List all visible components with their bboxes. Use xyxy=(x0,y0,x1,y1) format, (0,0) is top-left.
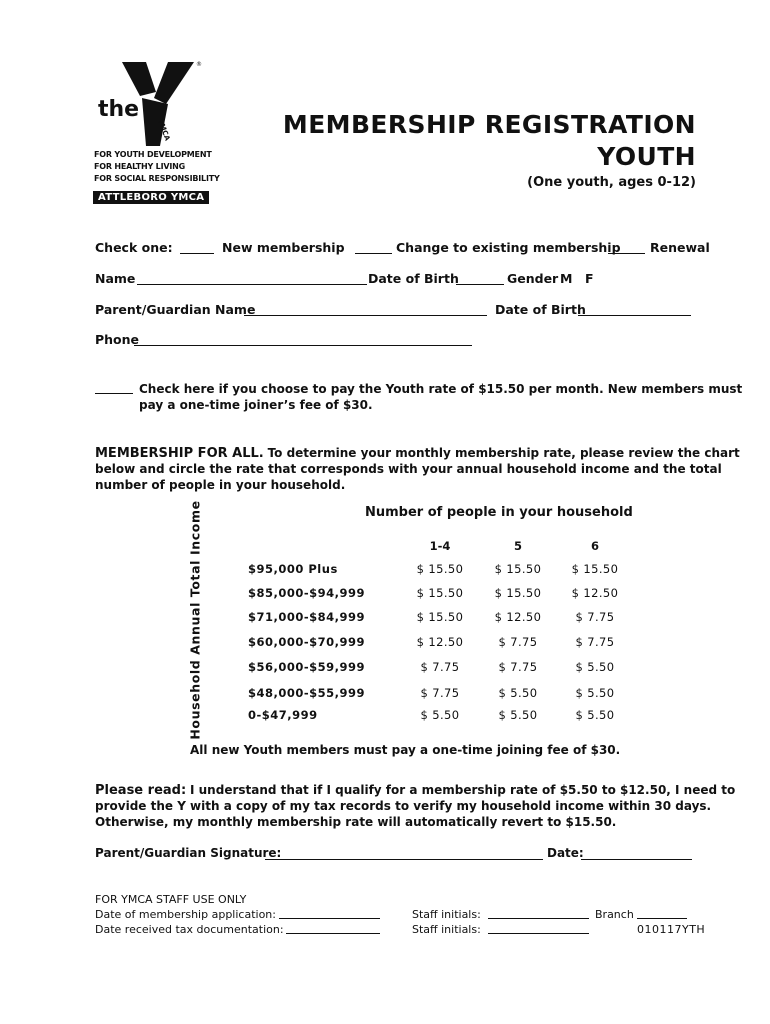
rate-cell: $ 5.50 xyxy=(498,686,538,700)
rate-cell: $ 7.75 xyxy=(498,660,538,674)
column-header: 1-4 xyxy=(429,539,451,553)
page-subtitle: (One youth, ages 0-12) xyxy=(527,175,696,190)
logo-tagline-2: FOR HEALTHY LIVING xyxy=(94,162,185,171)
signature-date-field[interactable] xyxy=(581,848,692,860)
rate-cell: $ 15.50 xyxy=(416,610,464,624)
new-membership-checkbox[interactable] xyxy=(180,242,214,254)
logo-tagline-1: FOR YOUTH DEVELOPMENT xyxy=(94,150,212,159)
gender-f-option[interactable]: F xyxy=(585,271,594,286)
household-size-heading: Number of people in your household xyxy=(365,505,633,520)
rate-cell: $ 7.75 xyxy=(575,635,615,649)
form-code: 010117YTH xyxy=(637,923,706,936)
gender-m-option[interactable]: M xyxy=(560,271,573,286)
rate-cell: $ 15.50 xyxy=(494,586,542,600)
name-field[interactable] xyxy=(137,273,367,285)
renewal-label: Renewal xyxy=(650,240,710,255)
tax-doc-date-field[interactable] xyxy=(286,923,380,934)
application-date-label: Date of membership application: xyxy=(95,908,276,921)
youth-rate-checkbox[interactable] xyxy=(95,382,133,394)
rate-cell: $ 7.75 xyxy=(498,635,538,649)
income-bracket: $95,000 Plus xyxy=(248,562,338,576)
please-read-text-3: Otherwise, my monthly membership rate will automatically revert to $15.50. xyxy=(95,815,617,829)
change-membership-checkbox[interactable] xyxy=(355,242,392,254)
logo-ymca-mark: YMCA xyxy=(156,117,172,142)
branch-badge: ATTLEBORO YMCA xyxy=(93,191,209,204)
application-date-field[interactable] xyxy=(279,908,380,919)
youth-rate-text-2: pay a one-time joiner’s fee of $30. xyxy=(139,398,373,412)
rate-cell: $ 5.50 xyxy=(575,660,615,674)
dob-field[interactable] xyxy=(456,273,504,285)
ymca-logo-icon xyxy=(88,58,208,150)
income-bracket: $71,000-$84,999 xyxy=(248,610,366,624)
rate-cell: $ 7.75 xyxy=(420,660,460,674)
income-bracket: 0-$47,999 xyxy=(248,708,318,722)
rate-cell: $ 5.50 xyxy=(575,708,615,722)
logo-tagline-3: FOR SOCIAL RESPONSIBILITY xyxy=(94,174,220,183)
guardian-name-field[interactable] xyxy=(244,304,487,316)
rate-cell: $ 5.50 xyxy=(575,686,615,700)
page-title-line-2: YOUTH xyxy=(597,142,696,171)
page-title-line-1: MEMBERSHIP REGISTRATION xyxy=(282,110,696,139)
rate-cell: $ 5.50 xyxy=(498,708,538,722)
income-bracket: $85,000-$94,999 xyxy=(248,586,366,600)
rate-cell: $ 5.50 xyxy=(420,708,460,722)
staff-initials-label-1: Staff initials: xyxy=(412,908,481,921)
youth-rate-text-1: Check here if you choose to pay the Youth rate of $15.50 per month. New members must xyxy=(139,382,743,396)
please-read-heading: Please read: xyxy=(95,783,187,798)
rate-cell: $ 7.75 xyxy=(420,686,460,700)
rate-cell: $ 7.75 xyxy=(575,610,615,624)
signature-label: Parent/Guardian Signature: xyxy=(95,846,282,860)
joining-fee-note: All new Youth members must pay a one-time joining fee of $30. xyxy=(190,743,621,757)
income-bracket: $60,000-$70,999 xyxy=(248,635,366,649)
guardian-dob-label: Date of Birth xyxy=(495,302,586,317)
guardian-dob-field[interactable] xyxy=(578,304,691,316)
gender-label: Gender xyxy=(507,271,559,286)
staff-use-heading: FOR YMCA STAFF USE ONLY xyxy=(95,893,247,906)
staff-initials-field-2[interactable] xyxy=(488,923,589,934)
column-header: 5 xyxy=(513,539,522,553)
rate-cell: $ 15.50 xyxy=(571,562,619,576)
branch-label: Branch xyxy=(595,908,634,921)
signature-date-label: Date: xyxy=(547,846,584,860)
tax-doc-date-label: Date received tax documentation: xyxy=(95,923,284,936)
staff-initials-label-2: Staff initials: xyxy=(412,923,481,936)
membership-for-all-heading: MEMBERSHIP FOR ALL. xyxy=(95,446,264,461)
check-one-label: Check one: xyxy=(95,240,173,255)
renewal-checkbox[interactable] xyxy=(608,242,645,254)
rate-cell: $ 12.50 xyxy=(571,586,619,600)
column-header: 6 xyxy=(590,539,599,553)
please-read-text-1: I understand that if I qualify for a membership rate of $5.50 to $12.50, I need to xyxy=(190,783,736,797)
change-membership-label: Change to existing membership xyxy=(396,240,621,255)
rate-cell: $ 15.50 xyxy=(494,562,542,576)
new-membership-label: New membership xyxy=(222,240,345,255)
rate-cell: $ 12.50 xyxy=(494,610,542,624)
staff-initials-field-1[interactable] xyxy=(488,908,589,919)
logo-word: the xyxy=(98,97,140,122)
signature-field[interactable] xyxy=(265,848,543,860)
rate-cell: $ 12.50 xyxy=(416,635,464,649)
registered-mark: ® xyxy=(196,61,202,68)
membership-for-all-text-3: number of people in your household. xyxy=(95,478,346,492)
dob-label: Date of Birth xyxy=(368,271,459,286)
guardian-name-label: Parent/Guardian Name xyxy=(95,302,256,317)
membership-for-all-text-1: To determine your monthly membership rate, please review the chart xyxy=(267,446,740,460)
income-bracket: $48,000-$55,999 xyxy=(248,686,366,700)
name-label: Name xyxy=(95,271,136,286)
income-axis-label: Household Annual Total Income xyxy=(187,500,203,740)
branch-field[interactable] xyxy=(637,908,687,919)
please-read-text-2: provide the Y with a copy of my tax records to verify my household income within 30 days. xyxy=(95,799,712,813)
rate-cell: $ 15.50 xyxy=(416,562,464,576)
phone-label: Phone xyxy=(95,332,140,347)
phone-field[interactable] xyxy=(134,334,472,346)
membership-for-all-text-2: below and circle the rate that corresponds with your annual household income and the total xyxy=(95,462,722,476)
rate-cell: $ 15.50 xyxy=(416,586,464,600)
income-bracket: $56,000-$59,999 xyxy=(248,660,366,674)
